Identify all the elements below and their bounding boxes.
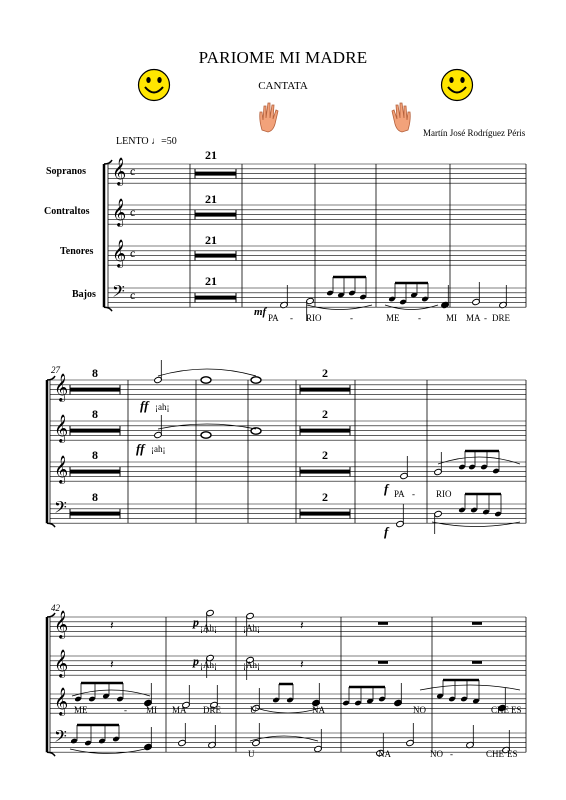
whole-rest: [378, 622, 388, 625]
multirest-count: 8: [92, 407, 98, 421]
dynamic-mark: ff: [136, 441, 145, 456]
clef-treble: 𝄞: [54, 375, 69, 401]
multirest-count: 21: [205, 233, 217, 247]
multirest-count: 8: [92, 490, 98, 504]
multirest-count: 2: [322, 366, 328, 380]
lyric: ES: [507, 749, 518, 759]
clef-treble: 𝄞: [112, 241, 127, 267]
multirest-count: 2: [322, 490, 328, 504]
lyric: MA: [466, 313, 481, 323]
lyric: -: [290, 313, 293, 323]
multirest-bar: [300, 470, 350, 474]
dynamic-mark: ff: [140, 398, 149, 413]
quarter-rest: 𝄽: [110, 657, 114, 671]
exclamation-lyric: ¡Ah¡: [243, 623, 260, 633]
score-system-1: [104, 158, 526, 321]
lyric: ME: [74, 705, 88, 715]
clef-bass: 𝄢: [112, 283, 125, 305]
lyric: ES: [511, 705, 522, 715]
exclamation-lyric: ¡Ah¡: [243, 660, 260, 670]
dynamic-mark: mf: [254, 306, 267, 318]
whole-rest: [472, 661, 482, 664]
bracket-hook: [104, 307, 112, 311]
exclamation-lyric: ¡Ah¡: [200, 660, 217, 670]
tempo-value: =50: [161, 136, 177, 147]
lyric: NO: [430, 749, 443, 759]
time-signature: c: [130, 246, 136, 260]
quarter-note-icon: ♩: [151, 136, 162, 147]
voice-label-contraltos: Contraltos: [44, 206, 90, 217]
lyric: DRE: [203, 705, 221, 715]
page-title: PARIOME MI MADRE: [198, 48, 368, 67]
lyric: PA: [394, 489, 405, 499]
lyric: MI: [146, 705, 157, 715]
quarter-rest: 𝄽: [300, 657, 304, 671]
slur: [438, 457, 520, 464]
multirest-bar: [70, 429, 120, 433]
time-signature: c: [130, 164, 136, 178]
multirest-bar: [70, 512, 120, 516]
multirest-bar: [195, 172, 236, 176]
lyric: PA: [268, 313, 279, 323]
slur: [70, 749, 145, 754]
score-system-3: [47, 609, 526, 756]
lyric: U: [250, 705, 257, 715]
lyric: DRE: [492, 313, 510, 323]
lyric: RIO: [436, 489, 452, 499]
lyric: -: [412, 489, 415, 499]
clef-treble: 𝄞: [54, 689, 69, 715]
bracket-hook: [104, 160, 112, 164]
dynamic-mark: f: [384, 524, 389, 539]
slur: [72, 690, 150, 696]
lyric: U: [248, 749, 255, 759]
multirest-bar: [300, 512, 350, 516]
dynamic-mark: p: [193, 654, 199, 668]
multirest-count: 8: [92, 366, 98, 380]
lyric: CHE: [491, 705, 509, 715]
bracket-hook: [47, 752, 55, 756]
multirest-bar: [195, 254, 236, 258]
clef-treble: 𝄞: [54, 457, 69, 483]
lyric: RIO: [306, 313, 322, 323]
clef-bass: 𝄢: [54, 728, 67, 750]
multirest-bar: [70, 470, 120, 474]
slur: [158, 369, 256, 376]
slur: [432, 522, 520, 527]
voice-label-sopranos: Sopranos: [46, 166, 87, 177]
lyric: NA: [312, 705, 325, 715]
time-signature: c: [130, 205, 136, 219]
multirest-count: 21: [205, 148, 217, 162]
measure-number: 42: [51, 603, 60, 613]
clef-treble: 𝄞: [54, 651, 69, 677]
whole-rest: [378, 661, 388, 664]
lyric: -: [418, 313, 421, 323]
lyric: NA: [378, 749, 391, 759]
composer-name: Martín José Rodríguez Péris: [423, 128, 526, 138]
voice-label-tenores: Tenores: [60, 246, 94, 257]
clef-treble: 𝄞: [54, 416, 69, 442]
multirest-count: 21: [205, 192, 217, 206]
whole-note: [201, 377, 211, 383]
lyric: NO: [413, 705, 426, 715]
slur: [158, 424, 256, 429]
tempo-label: LENTO: [116, 136, 149, 147]
clef-bass: 𝄢: [54, 499, 67, 521]
multirest-bar: [70, 388, 120, 392]
lyric: ME: [386, 313, 400, 323]
dynamic-mark: f: [384, 481, 389, 496]
clef-treble: 𝄞: [54, 612, 69, 638]
page-subtitle: CANTATA: [258, 80, 308, 92]
lyric: MA: [172, 705, 187, 715]
slur: [256, 708, 320, 713]
clef-treble: 𝄞: [112, 159, 127, 185]
multirest-count: 2: [322, 407, 328, 421]
quarter-rest: 𝄽: [300, 618, 304, 632]
voice-label-bajos: Bajos: [72, 289, 96, 300]
multirest-bar: [300, 429, 350, 433]
score-system-2: [47, 360, 526, 534]
lyric: MI: [446, 313, 457, 323]
whole-rest: [472, 622, 482, 625]
multirest-bar: [195, 213, 236, 217]
whole-note: [251, 377, 261, 383]
quarter-rest: 𝄽: [110, 618, 114, 632]
multirest-count: 2: [322, 448, 328, 462]
lyric: -: [124, 705, 127, 715]
multirest-count: 8: [92, 448, 98, 462]
measure-number: 27: [51, 365, 60, 375]
exclamation-lyric: ¡ah¡: [151, 444, 166, 454]
whole-note: [201, 432, 211, 438]
multirest-bar: [195, 296, 236, 300]
lyric: CHE: [486, 749, 504, 759]
lyric: -: [484, 313, 487, 323]
multirest-bar: [300, 388, 350, 392]
exclamation-lyric: ¡Ah¡: [200, 623, 217, 633]
bracket-hook: [47, 523, 55, 527]
lyric: -: [350, 313, 353, 323]
exclamation-lyric: ¡ah¡: [155, 402, 170, 412]
lyric: -: [450, 749, 453, 759]
time-signature: c: [130, 288, 136, 302]
slur: [250, 736, 318, 741]
multirest-count: 21: [205, 274, 217, 288]
dynamic-mark: p: [193, 615, 199, 629]
clef-treble: 𝄞: [112, 200, 127, 226]
